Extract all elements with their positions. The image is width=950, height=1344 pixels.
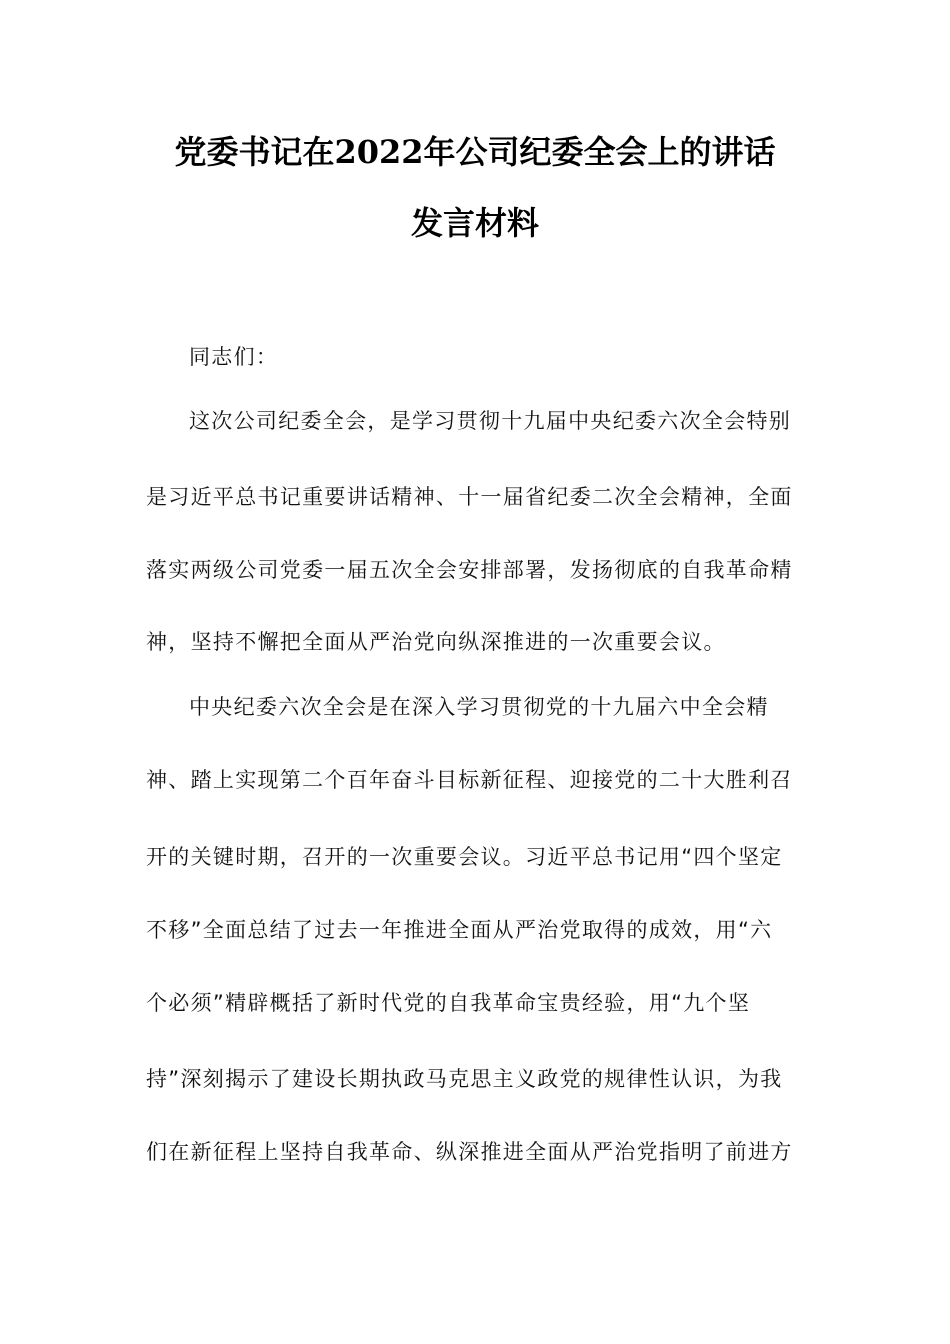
paragraph-2-line-2: 神、踏上实现第二个百年奋斗目标新征程、迎接党的二十大胜利召	[146, 768, 793, 792]
paragraph-2-line-1: 中央纪委六次全会是在深入学习贯彻党的十九届六中全会精	[189, 695, 769, 719]
document-title-line-1: 党委书记在2022年公司纪委全会上的讲话	[174, 133, 776, 171]
document-title-line-2: 发言材料	[410, 204, 539, 242]
paragraph-1-line-2: 是习近平总书记重要讲话精神、十一届省纪委二次全会精神，全面	[146, 485, 793, 509]
paragraph-1-line-3: 落实两级公司党委一届五次全会安排部署，发扬彻底的自我革命精	[146, 558, 793, 582]
paragraph-2-line-7: 们在新征程上坚持自我革命、纵深推进全面从严治党指明了前进方	[146, 1140, 793, 1164]
paragraph-2-line-3: 开的关键时期，召开的一次重要会议。习近平总书记用“四个坚定	[146, 845, 783, 869]
paragraph-2-line-6: 持”深刻揭示了建设长期执政马克思主义政党的规律性认识，为我	[146, 1067, 783, 1091]
paragraph-2-line-5: 个必须”精辟概括了新时代党的自我革命宝贵经验，用“九个坚	[146, 991, 751, 1015]
paragraph-2-line-4: 不移”全面总结了过去一年推进全面从严治党取得的成效，用“六	[146, 918, 773, 942]
paragraph-1-line-4: 神，坚持不懈把全面从严治党向纵深推进的一次重要会议。	[146, 630, 726, 654]
paragraph-1-line-1: 这次公司纪委全会，是学习贯彻十九届中央纪委六次全会特别	[189, 409, 792, 433]
salutation: 同志们：	[189, 345, 279, 369]
